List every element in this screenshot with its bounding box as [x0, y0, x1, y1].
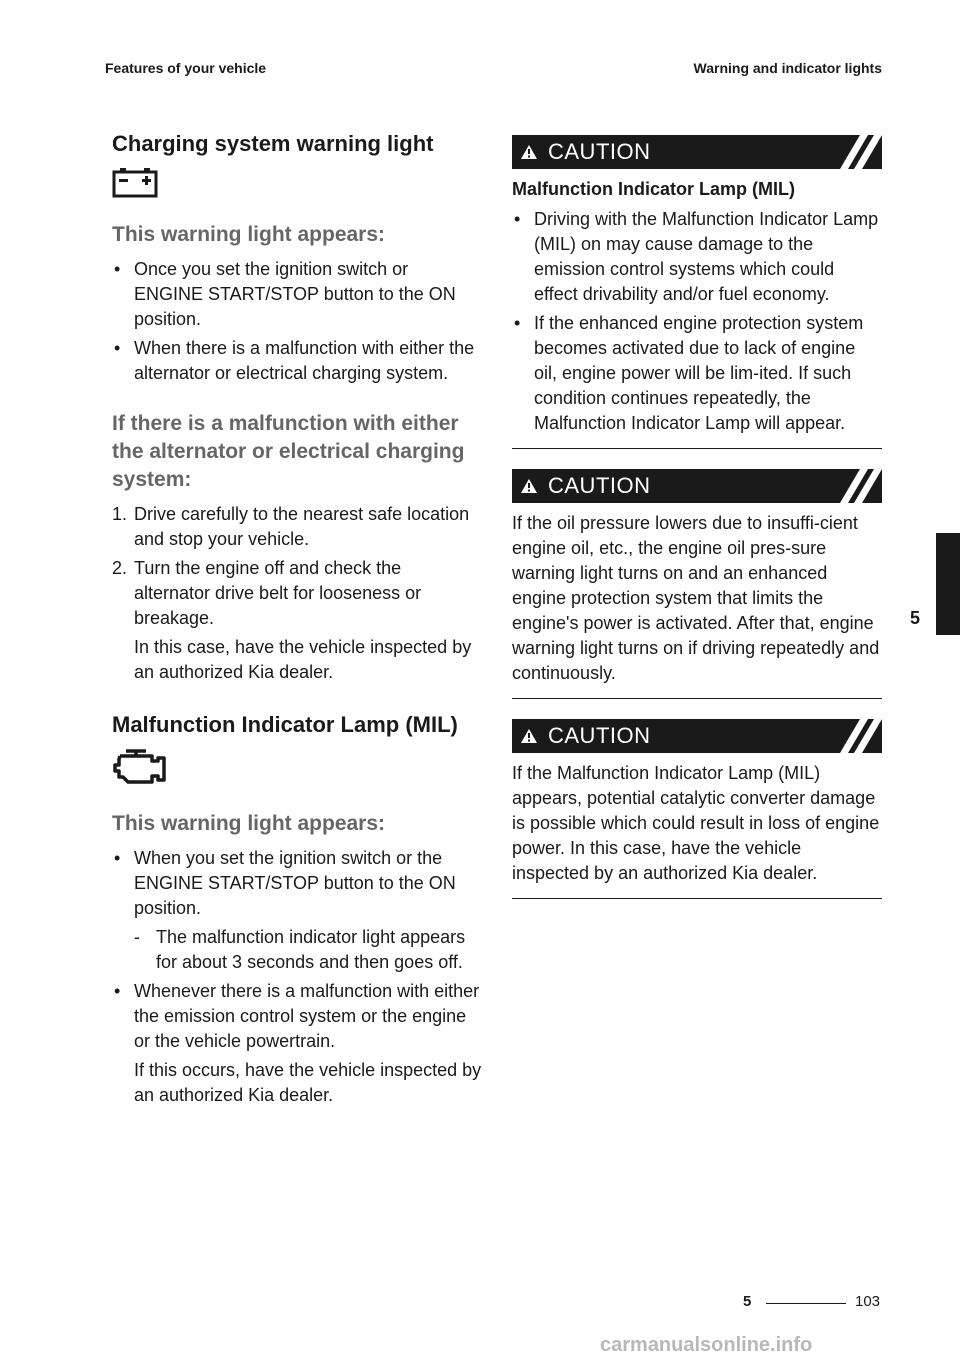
running-header-left: Features of your vehicle — [105, 60, 267, 76]
caution-1-list — [512, 207, 882, 436]
caution-divider — [512, 448, 882, 449]
caution-block-3 — [512, 719, 882, 899]
mil-appears-list — [112, 846, 482, 1108]
charging-section-title: Charging system warning light — [112, 131, 434, 156]
slash-decoration — [822, 469, 882, 503]
caution-divider — [512, 698, 882, 699]
charging-appears-list — [112, 257, 482, 386]
battery-icon — [112, 168, 482, 203]
sub-list-item: - The malfunction indicator light appears for about 3 seconds and then goes off. — [134, 927, 466, 972]
warning-triangle-icon — [520, 728, 538, 744]
slash-decoration — [822, 135, 882, 169]
slash-decoration — [822, 719, 882, 753]
item2-followup: If this occurs, have the vehicle inspected by an authorized Kia dealer. — [134, 1060, 482, 1105]
caution-banner — [512, 719, 882, 753]
list-item: • If the enhanced engine protection system becomes activated due to lack of engine oil, engine power will be lim-ited. If such condition continues repeatedly, the Malfunction Indicator Lamp will appear. — [514, 313, 864, 433]
right-column — [512, 135, 882, 919]
list-item: • When you set the ignition switch or the ENGINE START/STOP button to the ON position. - The malfunction indicator light appears for about 3 seconds and then goes off. — [112, 846, 482, 975]
list-item: • Whenever there is a malfunction with either the emission control system or the engine or the vehicle powertrain. If this occurs, have the vehicle inspected by an authorized Kia dealer. — [112, 979, 482, 1108]
chapter-side-tab — [936, 533, 960, 635]
mil-section-title: Malfunction Indicator Lamp (MIL) — [112, 712, 458, 737]
footer-divider — [766, 1303, 846, 1304]
list-item: 2. Turn the engine off and check the alternator drive belt for looseness or breakage. In this case, have the vehicle inspected by an authorized Kia dealer. — [112, 556, 482, 685]
footer-chapter-number: 5 — [743, 1293, 752, 1310]
mil-appears-heading: This warning light appears: — [112, 812, 386, 835]
caution-label: CAUTION — [548, 723, 651, 748]
watermark-text: carmanualsonline.info — [600, 1334, 813, 1356]
left-column — [112, 130, 482, 1112]
engine-check-icon — [112, 749, 482, 792]
list-item: 1. Drive carefully to the nearest safe location and stop your vehicle. — [112, 504, 470, 549]
list-item: • Once you set the ignition switch or ENGINE START/STOP button to the ON position. — [114, 259, 456, 329]
caution-label: CAUTION — [548, 139, 651, 164]
caution-banner — [512, 135, 882, 169]
caution-label: CAUTION — [548, 473, 651, 498]
caution-divider — [512, 898, 882, 899]
caution-3-text: If the Malfunction Indicator Lamp (MIL) appears, potential catalytic converter damage is possible which could result in loss of engine power. In this case, have the vehicle inspected by an authorized Kia dealer. — [512, 763, 880, 883]
footer-page-number: 103 — [855, 1293, 881, 1310]
step2-followup: In this case, have the vehicle inspected by an authorized Kia dealer. — [134, 637, 472, 682]
charging-steps-list — [112, 502, 482, 685]
caution-block-1 — [512, 135, 882, 449]
caution-block-2 — [512, 469, 882, 699]
warning-triangle-icon — [520, 478, 538, 494]
caution-title: Malfunction Indicator Lamp (MIL) — [512, 179, 795, 199]
running-header-right: Warning and indicator lights — [693, 60, 882, 76]
charging-malfunction-heading: If there is a malfunction with either the alternator or electrical charging system: — [112, 412, 465, 491]
caution-2-text: If the oil pressure lowers due to insuffi-cient engine oil, etc., the engine oil pres-sure warning light turns on and an enhanced engine protection system that limits the engine's power is activated. After that, engine warning light turns on if driving repeatedly and continuously. — [512, 513, 880, 683]
charging-appears-heading: This warning light appears: — [112, 223, 386, 246]
list-item: • When there is a malfunction with either the alternator or electrical charging system. — [114, 338, 475, 383]
chapter-side-tab-number: 5 — [910, 608, 921, 628]
warning-triangle-icon — [520, 144, 538, 160]
list-item: • Driving with the Malfunction Indicator Lamp (MIL) on may cause damage to the emission control systems which could effect drivability and/or fuel economy. — [514, 209, 879, 304]
caution-banner — [512, 469, 882, 503]
